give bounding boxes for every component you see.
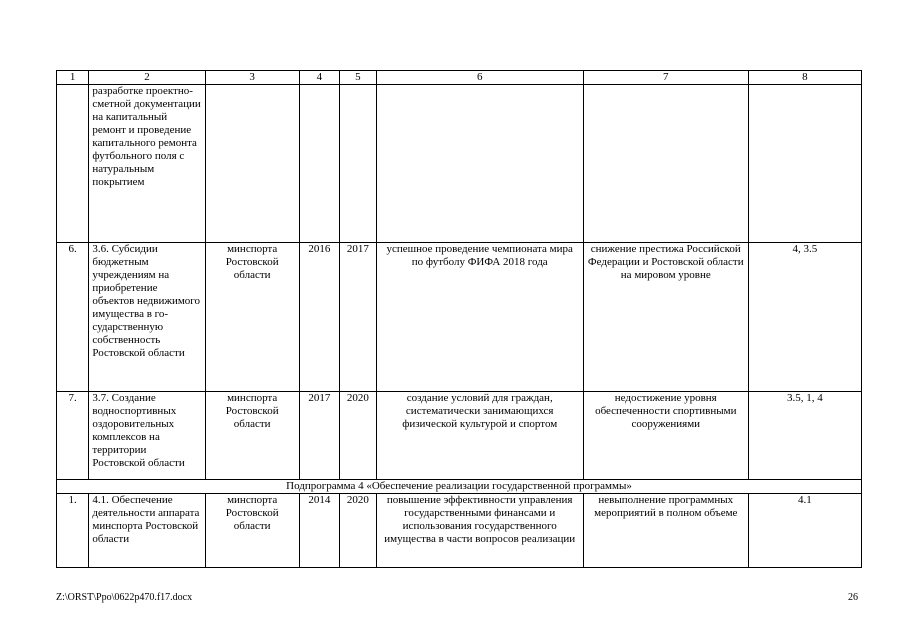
link-indicators: 4, 3.5 <box>748 243 861 392</box>
footer-file-path: Z:\ORST\Ppo\0622p470.f17.docx <box>56 592 193 603</box>
table-row <box>57 243 862 392</box>
header-col-1: 1 <box>57 71 89 85</box>
header-col-6: 6 <box>376 71 583 85</box>
table-row <box>57 392 862 480</box>
expected-result: повышение эффективности управления государственными финансами и использования государственного имущества в части вопросов реализации <box>376 494 583 568</box>
start-year: 2014 <box>299 494 339 568</box>
consequence: невыполнение программных мероприятий в полном объеме <box>583 494 748 568</box>
measure-name: 3.7. Создание водноспортивных оздоровительных комплексов на территории Ростовской области <box>89 392 205 480</box>
header-col-2: 2 <box>89 71 205 85</box>
consequence: недостижение уровня обеспеченности спортивными сооружениями <box>583 392 748 480</box>
end-year: 2020 <box>340 392 376 480</box>
expected-result: создание условий для граждан, систематически занимающихся физической культурой и спортом <box>376 392 583 480</box>
page-number: 26 <box>848 592 858 603</box>
executor: минспорта Ростовской области <box>205 243 299 392</box>
table-row <box>57 494 862 568</box>
subprogram-row <box>57 480 862 494</box>
row-number: 6. <box>57 243 89 392</box>
cell-continuation-text: разработке проектно-сметной документации на капитальный ремонт и проведение капитального ремонта футбольного поля с натуральным покрытием <box>89 85 205 243</box>
row-number: 1. <box>57 494 89 568</box>
executor: минспорта Ростовской области <box>205 494 299 568</box>
header-row <box>57 71 862 85</box>
consequence: снижение престижа Российской Федерации и Ростовской области на мировом уровне <box>583 243 748 392</box>
header-col-7: 7 <box>583 71 748 85</box>
header-col-3: 3 <box>205 71 299 85</box>
row-number: 7. <box>57 392 89 480</box>
measure-name: 4.1. Обеспечение деятельности аппарата минспорта Ростовской области <box>89 494 205 568</box>
end-year: 2017 <box>340 243 376 392</box>
link-indicators: 4.1 <box>748 494 861 568</box>
table-row-continuation <box>57 85 862 243</box>
executor: минспорта Ростовской области <box>205 392 299 480</box>
measure-name: 3.6. Субсидии бюджетным учреждениям на приобретение объектов недвижимого имущества в го-сударственную собственность Ростовской области <box>89 243 205 392</box>
header-col-4: 4 <box>299 71 339 85</box>
header-col-8: 8 <box>748 71 861 85</box>
start-year: 2016 <box>299 243 339 392</box>
measures-table <box>56 70 862 568</box>
subprogram-title: Подпрограмма 4 «Обеспечение реализации государственной программы» <box>57 480 862 494</box>
link-indicators: 3.5, 1, 4 <box>748 392 861 480</box>
start-year: 2017 <box>299 392 339 480</box>
expected-result: успешное проведение чемпионата мира по футболу ФИФА 2018 года <box>376 243 583 392</box>
end-year: 2020 <box>340 494 376 568</box>
header-col-5: 5 <box>340 71 376 85</box>
